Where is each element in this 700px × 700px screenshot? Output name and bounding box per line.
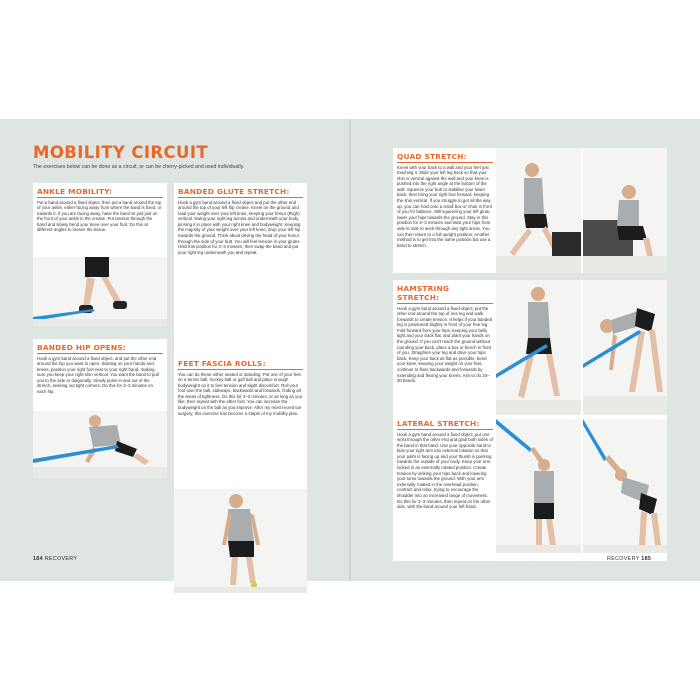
right-page [350,119,700,581]
quad-stretch-photo-kneeling [496,148,581,273]
right-page-folio [607,556,651,562]
banded-hip-opens-card [33,339,167,478]
ankle-mobility-heading: ANKLE MOBILITY: [37,187,113,196]
left-page-label: RECOVERY [44,556,78,562]
hamstring-stretch-photo-folded [583,280,667,416]
heading-underline [178,369,303,370]
page-subtitle: The exercises below can be done as a circuit, or can be cherry-picked and used individually. [33,164,245,170]
banded-glute-stretch-text: Hook a gym band around a fixed object and put the other end around the top of your left hip crease. Kneel on the ground and load your weight over your left knee, keeping your femur (thigh) vertical. Swing your right leg across and underneath your body, pinning it in place with your right knee and bodyweight. Keeping the majority of your weight over your left knee, drop your left hip towards the ground. Think about driving the head of your femur through the side of your butt. You will feel tension in your glutes. Hold this position for 2–3 minutes, then swap the band and put your right leg underneath you and repeat. [178,199,301,255]
ankle-mobility-text: Put a band around a fixed object, then put a band around the top of your ankle, either facing away from where the band is fixed, or towards it. If you are facing away, have the band sit just just on the front of your ankle in the crease. Put tension through the band and slowly bend your knee over your foot. Do this at different angles to loosen the tissue. [37,199,162,233]
left-page [0,119,350,581]
right-page-number: 185 [641,556,652,562]
quad-stretch-photo-seated [583,148,667,273]
feet-fascia-rolls-card [174,355,307,604]
banded-hip-opens-photo [33,411,167,478]
hamstring-stretch-text: Hook a gym band around a fixed object, put the other end around the top of one leg and walk forwards to create tension. It helps if your banded leg is positioned slightly in front of your free leg. Fold forward from your hips, keeping your belly tight and your back flat, and plant your hands on the ground. If you can't reach the ground without rounding your back, place a box or bench in front of you. Straighten your leg and drive your hips back. Keep your back as flat as possible, bend your knee, keeping your weight on your feet, continue to floss backwards and forwards by extending and flexing your knees. Aim to do 20–30 bends. [397,305,493,384]
banded-hip-opens-text: Hook a gym band around a fixed object, and put the other end around the hip you want to open. Starting on your hands and knees, position your right foot next to your right hand, making sure you keep your right shin vertical. You want the band to pull you to the side or diagonally. Slowly pulse in and out of the stretch, seeking out tight corners. Do this for 2–3 minutes on each hip. [37,355,159,395]
heading-underline [178,197,303,198]
lateral-stretch-card [393,415,667,561]
hamstring-stretch-photo-standing [496,280,581,416]
lateral-stretch-text: Hook a gym band around a fixed object, put one wrist through the other end and grab both sides of the band in that hand. Use your opposite hand to bias your right arm into external rotation so that your palm is facing up and your thumb is pointing towards the outside of your body. Keep your arm locked in an externally rotated position. Create tension by sinking your hips back and lowering your torso towards the ground. With your arm externally rotated in the overhead position, contract and relax, trying to encourage the shoulder into an increased range of movement. Do this for 2–3 minutes, then repeat on the other side, with the band around your left hand. [397,431,493,510]
book-spread [0,119,700,581]
heading-underline [397,303,493,304]
lateral-stretch-photo-bent [583,419,667,553]
heading-underline [397,162,493,163]
banded-hip-opens-heading: BANDED HIP OPENS: [37,343,126,352]
hamstring-stretch-card [393,280,667,416]
page-title: MOBILITY CIRCUIT [33,143,209,162]
feet-fascia-rolls-heading: FEET FASCIA ROLLS: [178,359,266,368]
heading-underline [397,429,493,430]
quad-stretch-text: Kneel with your back to a wall and your feet just touching it. Slide your left leg back so that your shin is vertical against the wall and your knee is pushed into the right angle at the bottom of the wall. Squeeze your butt to stabilise your lower back, then bring your right foot forward, keeping the shin vertical. If you struggle to get all the way up, you can hold onto a small box or chair in front of you for balance. Still squeezing your left glute, lower your hips towards the ground. Stay in this position for 2–3 minutes and twist your hips from side to side to work through any tight areas. You can then return to a full upright position. Another method is to get into the same position but use a band to stretch. [397,164,492,248]
lateral-stretch-heading: LATERAL STRETCH: [397,419,480,428]
left-page-number: 184 [33,556,43,562]
quad-stretch-card [393,148,667,273]
right-page-label: RECOVERY [607,556,640,562]
feet-fascia-rolls-photo [174,489,307,593]
quad-stretch-heading: QUAD STRETCH: [397,152,467,161]
heading-underline [37,353,163,354]
ankle-mobility-card [33,183,167,326]
ankle-mobility-photo [33,257,167,326]
left-page-folio [33,556,77,562]
feet-fascia-rolls-text: You can do these either seated or standing. Put one of your feet on a tennis ball, hockey ball or golf ball and place enough bodyweight on it to feel tension and slight discomfort. Roll your foot over the ball, sideways, backwards and forwards, finding all the areas of tightness. Do this for 2–3 minutes, or as long as you like, then repeat with the other foot. You can increase the bodyweight on the ball as you improve. After my most recent toe surgery, this exercise has become a staple of my mobility plan. [178,371,303,416]
hamstring-stretch-heading: HAMSTRING STRETCH: [397,284,450,302]
lateral-stretch-photo-upright [496,419,581,553]
banded-glute-stretch-heading: BANDED GLUTE STRETCH: [178,187,290,196]
heading-underline [37,197,163,198]
